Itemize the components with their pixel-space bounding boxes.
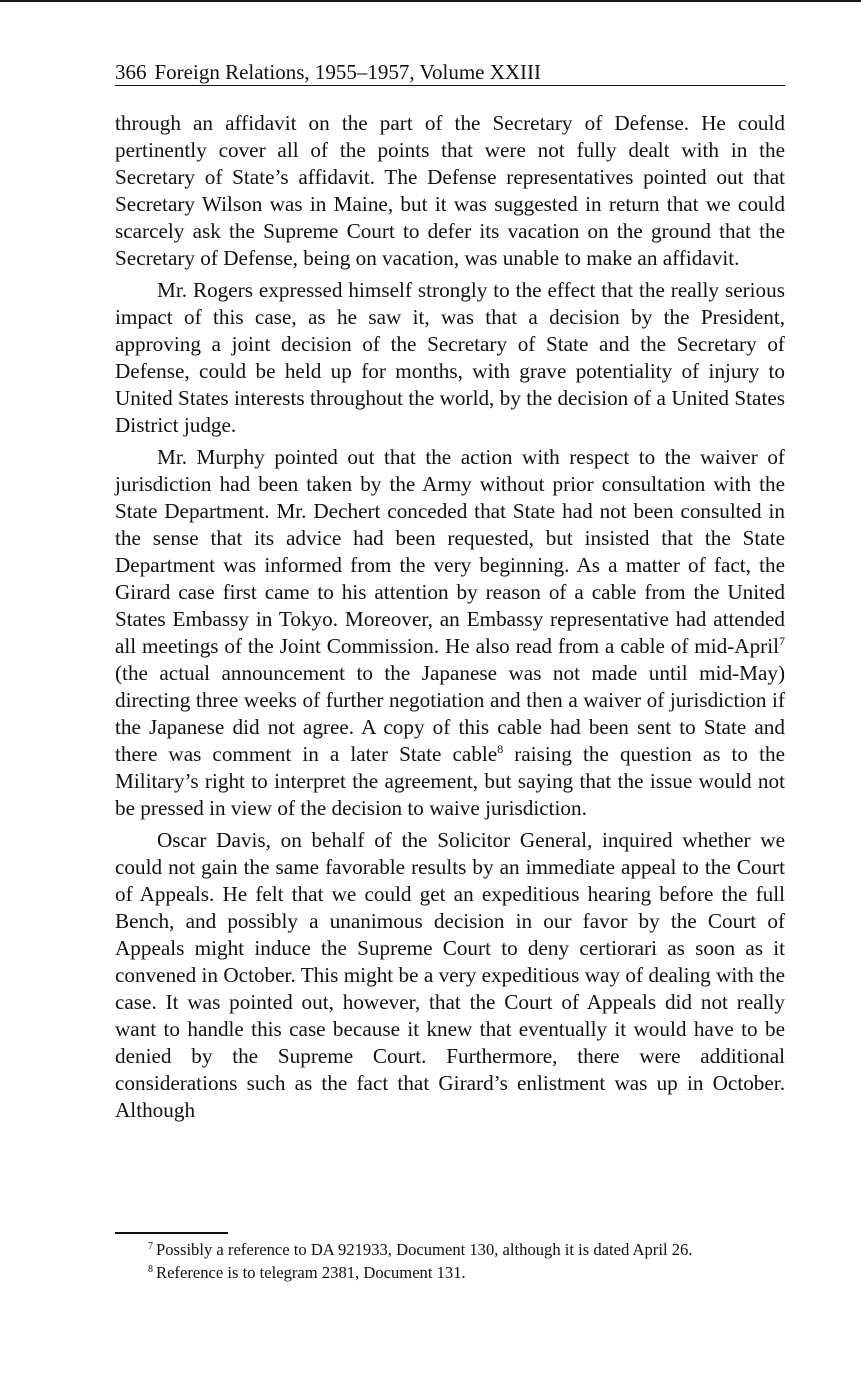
- paragraph-1: through an affidavit on the part of the Secretary of Defense. He could pertinently cover all of the points that were not fully dealt with in the Secretary of State’s affidavit. The Defense representatives pointed out that Secretary Wilson was in Maine, but it was suggested in return that we could scarcely ask the Supreme Court to defer its vacation on the ground that the Secretary of Defense, being on vacation, was unable to make an affidavit.: [115, 111, 785, 270]
- footnote-divider: [115, 1232, 228, 1234]
- footnote-8-text: Reference is to telegram 2381, Document 131.: [156, 1263, 466, 1282]
- footnote-7-text: Possibly a reference to DA 921933, Document 130, although it is dated April 26.: [156, 1240, 693, 1259]
- paragraph-4: Oscar Davis, on behalf of the Solicitor General, inquired whether we could not gain the same favorable results by an immediate appeal to the Court of Appeals. He felt that we could get an expeditious hearing before the full Bench, and possibly a unanimous decision in our favor by the Court of Appeals might induce the Supreme Court to deny certiorari as soon as it convened in October. This might be a very expeditious way of dealing with the case. It was pointed out, however, that the Court of Appeals did not really want to handle this case because it knew that eventually it would have to be denied by the Supreme Court. Furthermore, there were additional considerations such as the fact that Girard’s enlistment was up in October. Although: [115, 828, 785, 1122]
- running-head: [115, 60, 785, 86]
- paragraph-3-part-a: Mr. Murphy pointed out that the action with respect to the waiver of jurisdiction had been taken by the Army without prior consultation with the State Department. Mr. Dechert conceded that State had not been consulted in the sense that its advice had been requested, but insisted that the State Department was informed from the very beginning. As a matter of fact, the Girard case first came to his attention by reason of a cable from the United States Embassy in Tokyo. Moreover, an Embassy representative had attended all meetings of the Joint Commission. He also read from a cable of mid-April: [115, 445, 785, 658]
- paragraph-3: [115, 444, 785, 822]
- paragraph-3-part-b: (the actual announcement to the Japanese was not made until mid-May) directing three weeks of further negotiation and then a waiver of jurisdiction if the Japanese did not agree. A copy of this cable had been sent to State and there was comment in a later State cable: [115, 661, 785, 766]
- top-edge-rule: [0, 0, 861, 2]
- footnote-marker-8: 8: [148, 1264, 153, 1275]
- paragraph-2: Mr. Rogers expressed himself strongly to the effect that the really serious impact of this case, as he saw it, was that a decision by the President, approving a joint decision of the Secretary of State and the Secretary of Defense, could be held up for months, with grave potentiality of injury to United States interests throughout the world, by the decision of a United States District judge.: [115, 278, 785, 437]
- page-number: 366: [115, 60, 147, 84]
- footnote-ref-8[interactable]: 8: [497, 742, 504, 756]
- footnote-ref-7[interactable]: 7: [779, 634, 785, 648]
- paragraph-3-part-c: raising the question as to the Military’s right to interpret the agreement, but saying that the issue would not be pressed in view of the decision to waive jurisdiction.: [115, 742, 785, 820]
- footnotes: [148, 1238, 788, 1284]
- footnote-marker-7: 7: [148, 1241, 153, 1252]
- footnote-8: [148, 1261, 788, 1284]
- body-text: [115, 110, 785, 1124]
- volume-title: Foreign Relations, 1955–1957, Volume XXIII: [154, 60, 542, 84]
- page-content: [115, 60, 785, 1129]
- footnote-7: [148, 1238, 788, 1261]
